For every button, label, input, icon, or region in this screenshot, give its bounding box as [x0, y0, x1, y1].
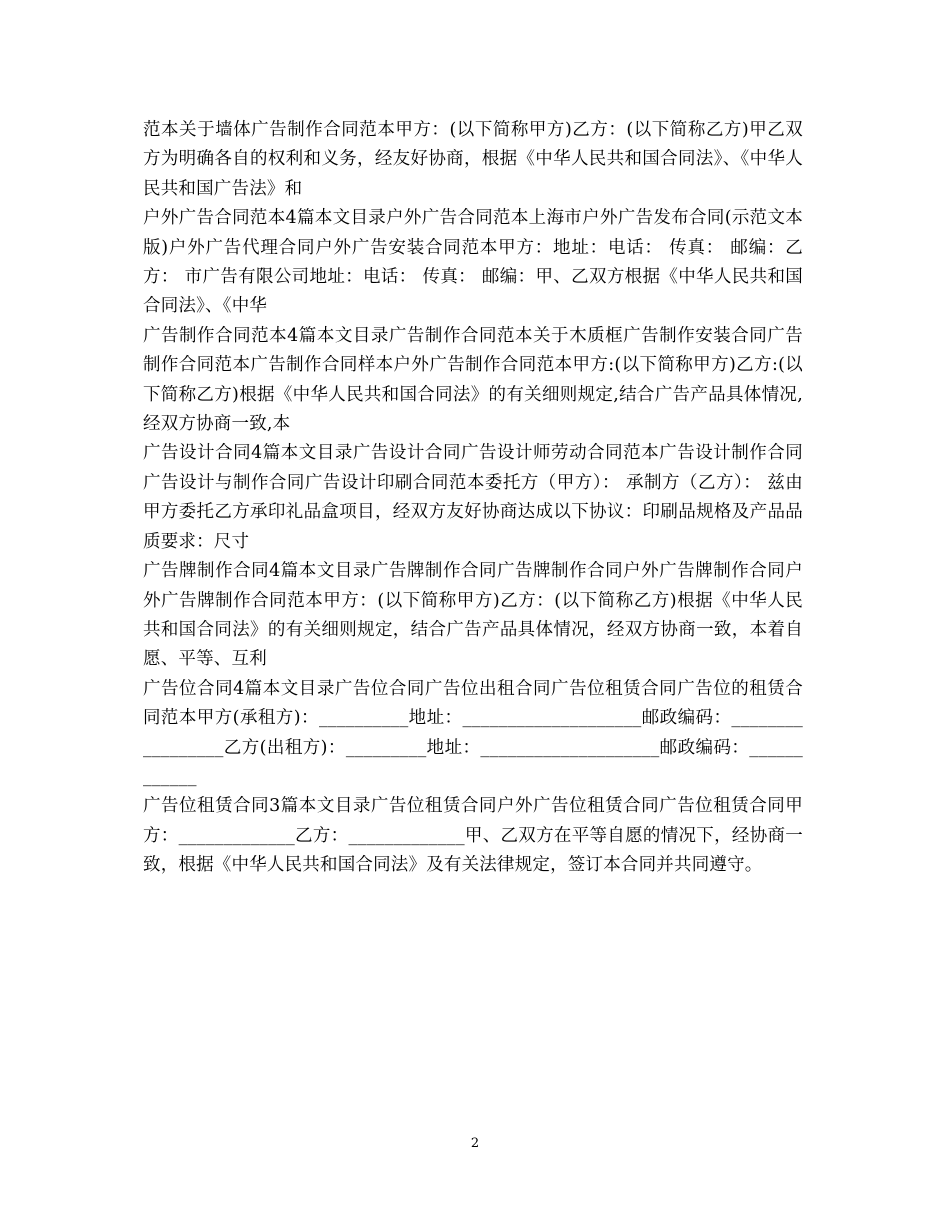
page-number: 2	[470, 1136, 480, 1151]
paragraph-wall-ad-contract: 范本关于墙体广告制作合同范本甲方：(以下简称甲方)乙方：(以下简称乙方)甲乙双方为明确各自的权利和义务，经友好协商，根据《中华人民共和国合同法》、《中华人民共和国广告法》和	[143, 120, 803, 199]
paragraph-ad-production-contract: 广告制作合同范本4篇本文目录广告制作合同范本关于木质框广告制作安装合同广告制作合同范本广告制作合同样本户外广告制作合同范本甲方:(以下简称甲方)乙方:(以下简称乙方)根据《中华人民共和国合同法》的有关细则规定,结合广告产品具体情况,经双方协商一致,本	[143, 325, 803, 435]
paragraph-ad-space-lease-contract: 广告位租赁合同3篇本文目录广告位租赁合同户外广告位租赁合同广告位租赁合同甲方：_____________乙方：_____________甲、乙双方在平等自愿的情况下，经协商一致，根据《中华人民共和国合同法》及有关法律规定，签订本合同并共同遵守。	[143, 796, 803, 876]
paragraph-ad-design-contract: 广告设计合同4篇本文目录广告设计合同广告设计师劳动合同范本广告设计制作合同广告设计与制作合同广告设计印刷合同范本委托方（甲方）： 承制方（乙方）： 兹由甲方委托乙方承印礼品盒项目，经双方友好协商达成以下协议：印刷品规格及产品品质要求：尺寸	[143, 443, 803, 552]
paragraph-ad-space-contract: 广告位合同4篇本文目录广告位合同广告位出租合同广告位租赁合同广告位的租赁合同范本甲方(承租方)：__________地址：____________________邮政编码：_________________乙方(出租方)：_________地址：____________________邮政编码：____________	[143, 678, 803, 787]
paragraph-billboard-contract: 广告牌制作合同4篇本文目录广告牌制作合同广告牌制作合同户外广告牌制作合同户外广告牌制作合同范本甲方：(以下简称甲方)乙方：(以下简称乙方)根据《中华人民共和国合同法》的有关细则规定，结合广告产品具体情况，经双方协商一致，本着自愿、平等、互利	[143, 561, 803, 670]
document-body	[143, 116, 803, 881]
paragraph-outdoor-ad-contract: 户外广告合同范本4篇本文目录户外广告合同范本上海市户外广告发布合同(示范文本版)户外广告代理合同户外广告安装合同范本甲方：地址：电话： 传真： 邮编：乙方： 市广告有限公司地址：电话： 传真： 邮编：甲、乙双方根据《中华人民共和国合同法》、《中华	[143, 208, 803, 317]
